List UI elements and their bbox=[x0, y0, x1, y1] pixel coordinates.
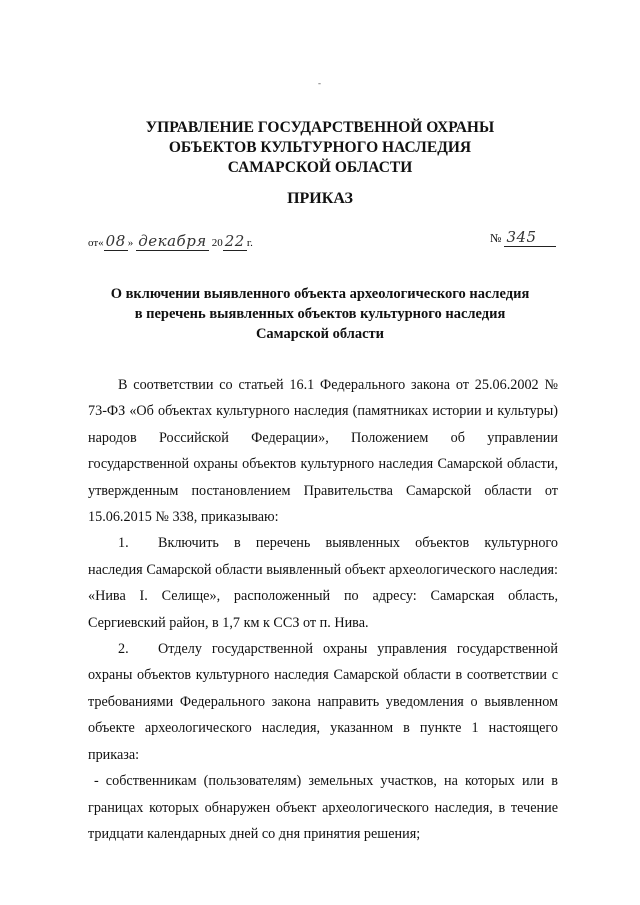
date-close-quote: » bbox=[127, 237, 134, 249]
date-year-prefix: 20 bbox=[211, 237, 223, 249]
date-month: декабря bbox=[138, 232, 207, 250]
title-line-3: Самарской области bbox=[255, 326, 385, 342]
item-2 bbox=[88, 636, 558, 768]
date-prefix: от bbox=[88, 237, 99, 249]
item-1-text: Включить в перечень выявленных объектов культурного наследия Самарской области выявленный объект археологического наследия: «Нива I. Селище», расположенный по адресу: Самарская область, Сергиевский район, в 1,7 км к ССЗ от п. Нива. bbox=[88, 535, 558, 631]
bullet-item-1: - собственникам (пользователям) земельных участков, на которых или в границах которых обнаружен объект археологического наследия, в течение тридцати календарных дней со дня принятия решения; bbox=[88, 773, 558, 842]
top-mark: - bbox=[318, 78, 321, 88]
title-line-2: в перечень выявленных объектов культурного наследия bbox=[134, 306, 506, 322]
org-line-3: САМАРСКОЙ ОБЛАСТИ bbox=[227, 159, 413, 176]
order-title bbox=[0, 284, 640, 344]
date-day: 08 bbox=[105, 232, 126, 250]
date-year-suffix: 22 bbox=[224, 232, 245, 250]
title-line-1: О включении выявленного объекта археологического наследия bbox=[110, 286, 530, 302]
intro-paragraph: В соответствии со статьей 16.1 Федерального закона от 25.06.2002 № 73-ФЗ «Об объектах культурного наследия (памятниках истории и культуры) народов Российской Федерации», Положением об управлении государственной охраны объектов культурного наследия Самарской области, утвержденным постановлением Правительства Самарской области от 15.06.2015 № 338, приказываю: bbox=[88, 377, 558, 526]
date-year-end: г. bbox=[246, 237, 253, 249]
org-line-2: ОБЪЕКТОВ КУЛЬТУРНОГО НАСЛЕДИЯ bbox=[168, 139, 472, 156]
order-body bbox=[88, 372, 558, 847]
number-label: № bbox=[490, 231, 502, 245]
org-line-1: УПРАВЛЕНИЕ ГОСУДАРСТВЕННОЙ ОХРАНЫ bbox=[145, 119, 495, 136]
document-type: ПРИКАЗ bbox=[287, 190, 353, 207]
organization-header bbox=[0, 118, 640, 178]
item-1-number: 1. bbox=[118, 535, 129, 552]
date-open-quote: « bbox=[98, 237, 104, 249]
item-1 bbox=[88, 530, 558, 636]
number-value: 345 bbox=[504, 228, 556, 247]
item-2-text: Отделу государственной охраны управления государственной охраны объектов культурного наследия Самарской области в соответствии с требованиями Федерального закона направить уведомления о выявленном объекте археологического наследия, указанном в пункте 1 настоящего приказа: bbox=[88, 641, 558, 763]
order-number bbox=[490, 228, 556, 247]
date-line bbox=[88, 232, 253, 251]
item-2-number: 2. bbox=[118, 641, 129, 658]
